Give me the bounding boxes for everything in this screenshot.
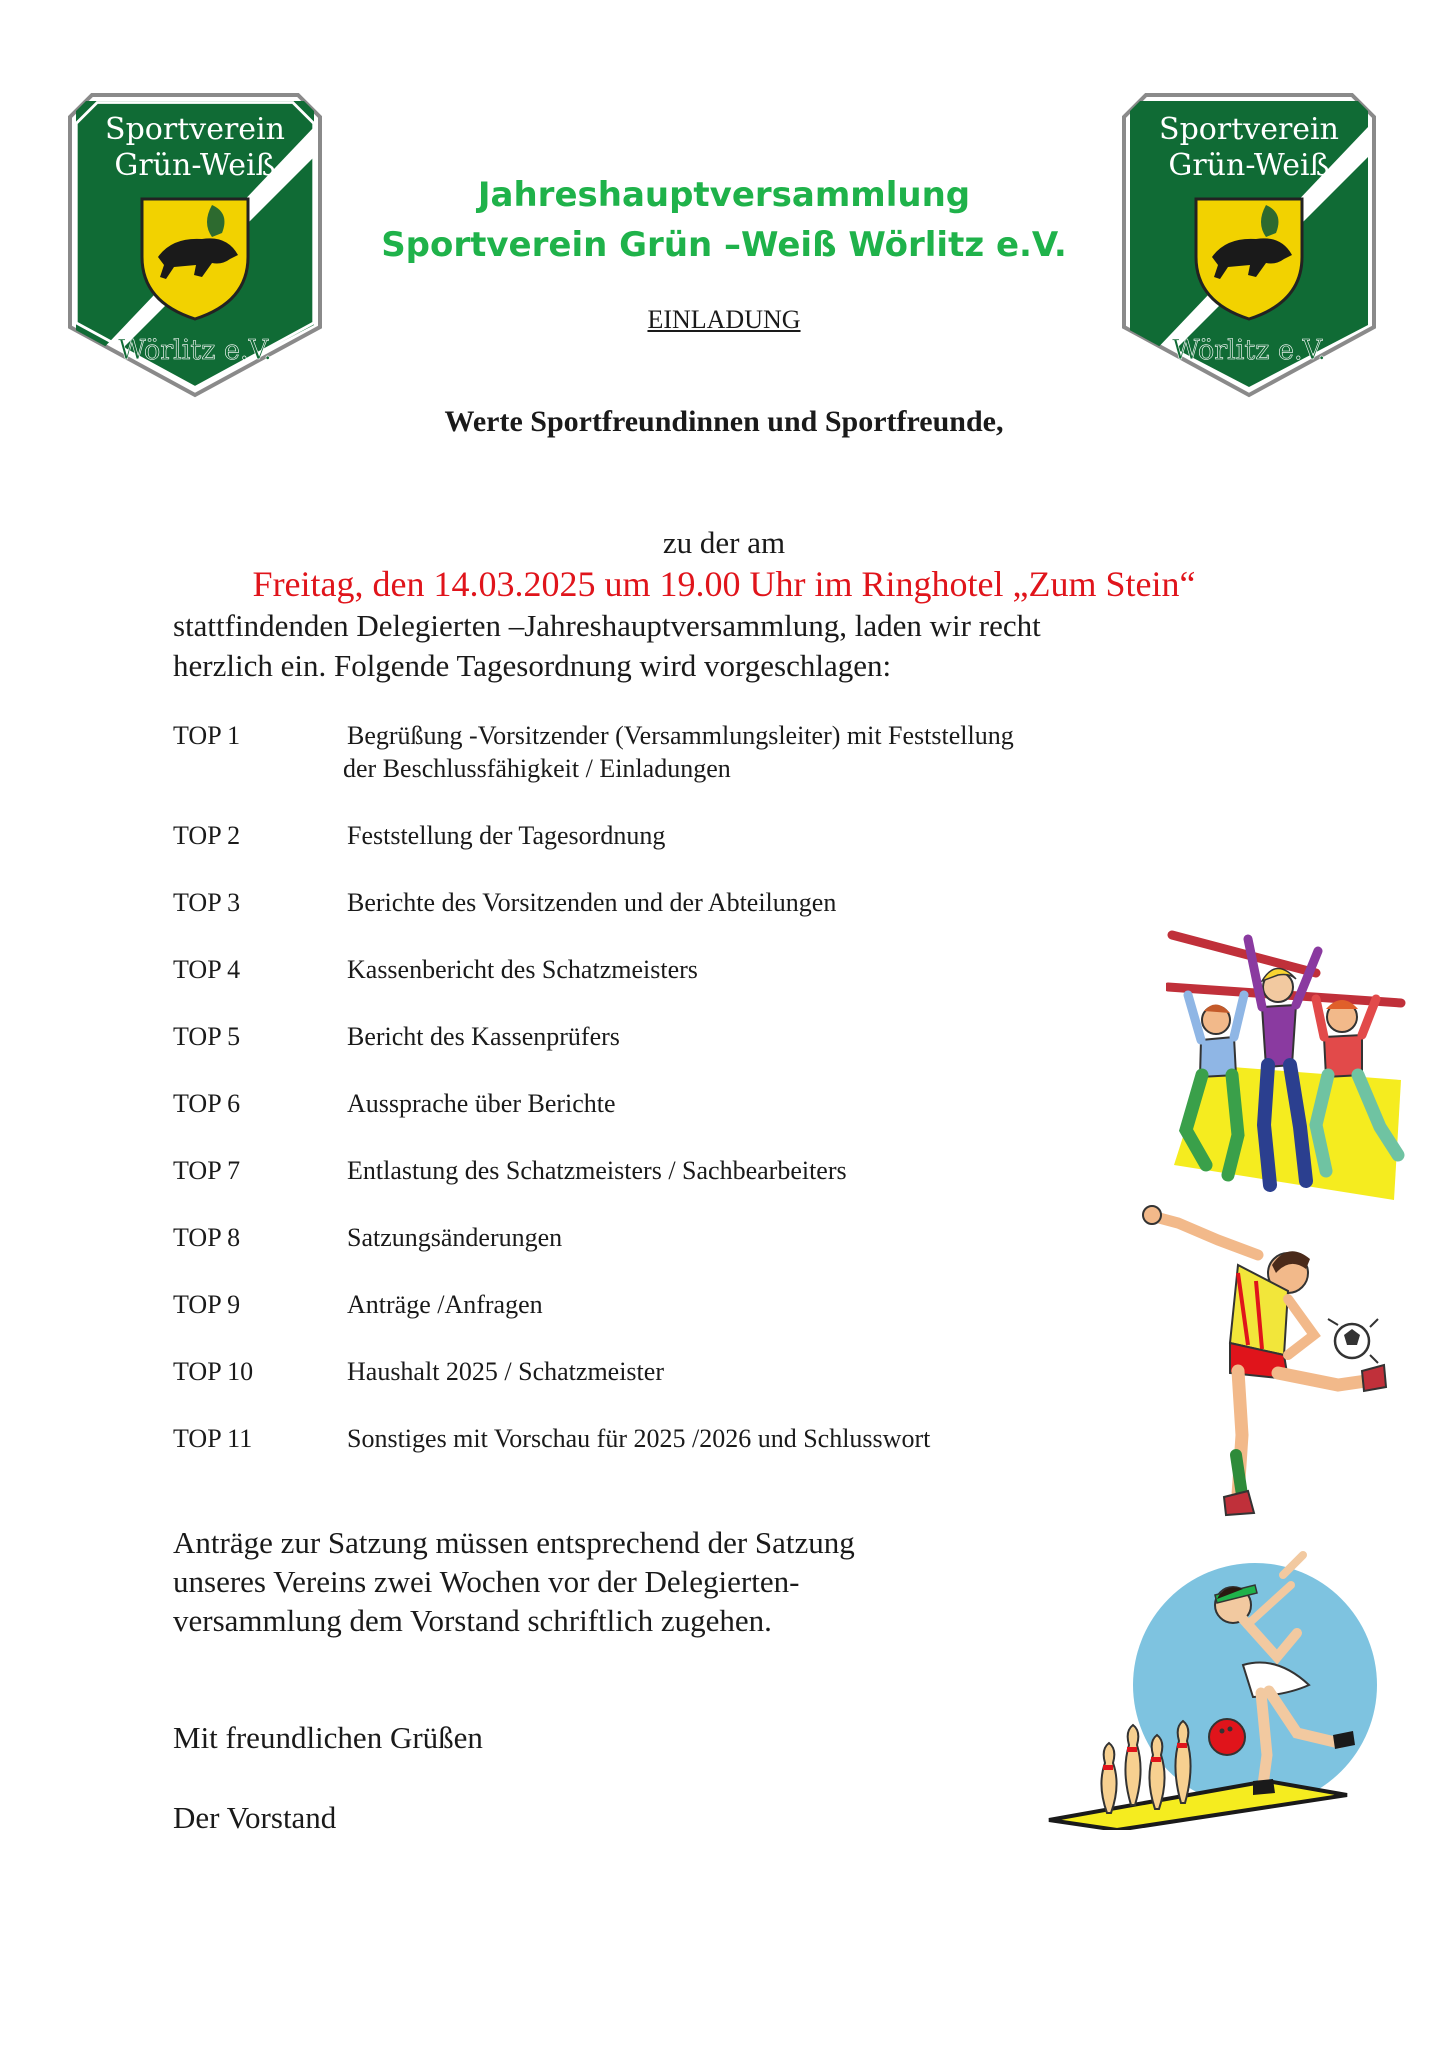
agenda-item-text: Aussprache über Berichte: [347, 1089, 616, 1118]
agenda-item-text: Feststellung der Tagesordnung: [347, 821, 666, 850]
agenda-item-text: Entlastung des Schatzmeisters / Sachbearbeiters: [347, 1156, 847, 1185]
regards: Mit freundlichen Grüßen: [173, 1720, 483, 1755]
agenda-item-label: TOP 9: [173, 1290, 241, 1319]
agenda-item-label: TOP 10: [173, 1357, 254, 1386]
agenda-item-text: Begrüßung -Vorsitzender (Versammlungsleiter) mit Feststellung: [347, 721, 1014, 750]
club-crest-icon: [1116, 87, 1382, 403]
svg-text:Wörlitz e.V.: Wörlitz e.V.: [118, 335, 272, 366]
agenda-item-text: Bericht des Kassenprüfers: [347, 1022, 620, 1051]
soccer-player-clipart: [1138, 1195, 1388, 1525]
agenda-item-text: Haushalt 2025 / Schatzmeister: [347, 1357, 664, 1386]
agenda-item-label: TOP 6: [173, 1089, 241, 1118]
agenda-item-label: TOP 5: [173, 1022, 241, 1051]
soccer-player-clipart-icon: [1138, 1195, 1388, 1525]
statute-note-line: Anträge zur Satzung müssen entsprechend der Satzung: [173, 1525, 855, 1560]
signature: Der Vorstand: [173, 1800, 337, 1835]
agenda-item-text: Kassenbericht des Schatzmeisters: [347, 955, 698, 984]
bowling-clipart-icon: [1047, 1545, 1387, 1830]
club-logo-right: [1116, 87, 1382, 403]
meeting-date-line: Freitag, den 14.03.2025 um 19.00 Uhr im Ringhotel „Zum Stein“: [252, 564, 1196, 604]
club-crest-icon: [62, 87, 328, 403]
agenda-item-label: TOP 11: [173, 1424, 253, 1453]
agenda-item-label: TOP 7: [173, 1156, 241, 1185]
agenda-item-text: Anträge /Anfragen: [347, 1290, 543, 1319]
agenda-item-label: TOP 2: [173, 821, 241, 850]
bowling-clipart: [1047, 1545, 1387, 1830]
agenda-item-label: TOP 8: [173, 1223, 241, 1252]
agenda-item-label: TOP 4: [173, 955, 241, 984]
agenda-item-text: Berichte des Vorsitzenden und der Abteilungen: [347, 888, 837, 917]
intro-text-line: stattfindenden Delegierten –Jahreshauptversammlung, laden wir recht: [173, 608, 1041, 643]
statute-note-line: unseres Vereins zwei Wochen vor der Delegierten-: [173, 1564, 800, 1599]
svg-text:Sportverein: Sportverein: [1159, 112, 1339, 147]
intro-line: zu der am: [662, 525, 786, 560]
document-title: Jahreshauptversammlung: [477, 175, 971, 215]
document-subtitle-club: Sportverein Grün –Weiß Wörlitz e.V.: [381, 225, 1067, 265]
svg-text:Wörlitz e.V.: Wörlitz e.V.: [1172, 335, 1326, 366]
svg-text:Grün-Weiß: Grün-Weiß: [114, 148, 276, 183]
club-logo-left: [62, 87, 328, 403]
svg-text:Sportverein: Sportverein: [105, 112, 285, 147]
gymnastics-clipart-icon: [1166, 915, 1406, 1200]
agenda-item-text: Satzungsänderungen: [347, 1223, 563, 1252]
gymnastics-clipart: [1166, 915, 1406, 1200]
agenda-item-text: Sonstiges mit Vorschau für 2025 /2026 und Schlusswort: [347, 1424, 931, 1453]
agenda-item-label: TOP 3: [173, 888, 241, 917]
agenda-item-label: TOP 1: [173, 721, 241, 750]
svg-text:Grün-Weiß: Grün-Weiß: [1168, 148, 1330, 183]
einladung-heading: EINLADUNG: [647, 305, 801, 334]
greeting: Werte Sportfreundinnen und Sportfreunde,: [444, 405, 1004, 438]
statute-note-line: versammlung dem Vorstand schriftlich zugehen.: [173, 1603, 772, 1638]
agenda-item-text-continued: der Beschlussfähigkeit / Einladungen: [343, 754, 731, 783]
intro-text-line: herzlich ein. Folgende Tagesordnung wird vorgeschlagen:: [173, 648, 892, 683]
